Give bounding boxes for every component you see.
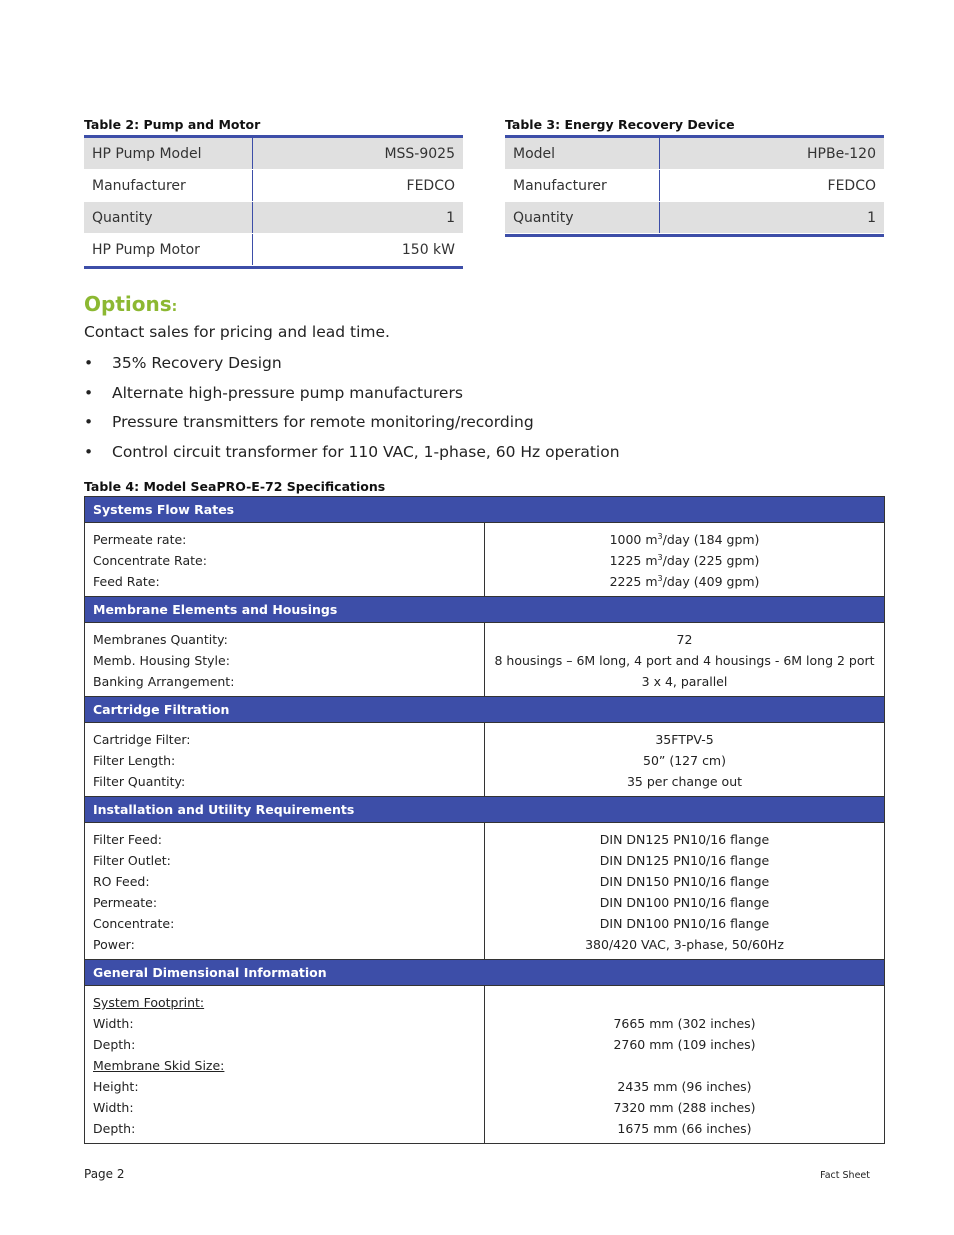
section-header-install: Installation and Utility Requirements xyxy=(85,797,885,823)
table-row xyxy=(84,138,463,170)
label: Concentrate Rate: xyxy=(93,553,207,568)
label: Width: xyxy=(93,1016,134,1031)
value: 7665 mm (302 inches) xyxy=(613,1016,756,1031)
value: 35 per change out xyxy=(626,774,743,789)
label-cell xyxy=(85,623,485,697)
energy-recovery-table xyxy=(505,135,884,237)
row-value: 1 xyxy=(253,202,464,234)
pump-motor-table xyxy=(84,135,463,269)
label: Filter Feed: xyxy=(93,832,162,847)
table2-caption: Table 2: Pump and Motor xyxy=(84,117,261,132)
table-row xyxy=(84,202,463,234)
label: Cartridge Filter: xyxy=(93,732,191,747)
value-cell xyxy=(485,823,885,960)
value: 2760 mm (109 inches) xyxy=(613,1037,756,1052)
value: 1225 $m^3$/day (225 gpm) xyxy=(609,552,760,568)
label: Memb. Housing Style: xyxy=(93,653,230,668)
label: RO Feed: xyxy=(93,874,150,889)
label-cell xyxy=(85,723,485,797)
section-header xyxy=(85,797,885,823)
label: Height: xyxy=(93,1079,139,1094)
label-cell xyxy=(85,823,485,960)
list-item: • Pressure transmitters for remote monitoring/recording xyxy=(84,412,784,442)
row-label: HP Pump Motor xyxy=(84,234,253,266)
value: 8 housings – 6M long, 4 port and 4 housings - 6M long 2 port xyxy=(494,653,875,668)
section-header-flow: Systems Flow Rates xyxy=(85,497,885,523)
label: Feed Rate: xyxy=(93,574,160,589)
table-row xyxy=(505,138,884,170)
row-label: HP Pump Model xyxy=(84,138,253,170)
table-row xyxy=(505,170,884,202)
section-header-dims: General Dimensional Information xyxy=(85,960,885,986)
value-cell xyxy=(485,986,885,1144)
table3-caption: Table 3: Energy Recovery Device xyxy=(505,117,735,132)
specifications-table xyxy=(84,496,885,1144)
row-value: FEDCO xyxy=(660,170,885,202)
value: DIN DN100 PN10/16 flange xyxy=(599,916,770,931)
section-header xyxy=(85,597,885,623)
section-header-membrane: Membrane Elements and Housings xyxy=(85,597,885,623)
label: Width: xyxy=(93,1100,134,1115)
table-row xyxy=(84,170,463,202)
options-colon: : xyxy=(171,299,178,315)
row-value: MSS-9025 xyxy=(253,138,464,170)
options-intro: Contact sales for pricing and lead time. xyxy=(84,323,390,341)
label-cell xyxy=(85,523,485,597)
label-cell xyxy=(85,986,485,1144)
table-row xyxy=(85,823,885,960)
table-row xyxy=(85,723,885,797)
list-item: • Alternate high-pressure pump manufacturers xyxy=(84,383,784,413)
table-row xyxy=(505,202,884,234)
row-label: Manufacturer xyxy=(84,170,253,202)
section-header-cartridge: Cartridge Filtration xyxy=(85,697,885,723)
row-value: 150 kW xyxy=(253,234,464,266)
label: Membranes Quantity: xyxy=(93,632,228,647)
section-header xyxy=(85,960,885,986)
document-type: Fact Sheet xyxy=(820,1170,870,1181)
list-item: • Control circuit transformer for 110 VAC, 1-phase, 60 Hz operation xyxy=(84,442,784,472)
label: Filter Outlet: xyxy=(93,853,171,868)
value: 1000 $m^3$/day (184 gpm) xyxy=(609,531,760,547)
value: 380/420 VAC, 3-phase, 50/60Hz xyxy=(585,937,784,952)
label: Banking Arrangement: xyxy=(93,674,235,689)
label: Filter Quantity: xyxy=(93,774,186,789)
table-row xyxy=(85,623,885,697)
table-row xyxy=(85,523,885,597)
label: Permeate rate: xyxy=(93,532,187,547)
value: 35FTPV-5 xyxy=(655,732,714,747)
section-header xyxy=(85,697,885,723)
value-cell xyxy=(485,723,885,797)
row-label: Quantity xyxy=(84,202,253,234)
row-value: 1 xyxy=(660,202,885,234)
value: DIN DN125 PN10/16 flange xyxy=(599,853,770,868)
row-value: FEDCO xyxy=(253,170,464,202)
label: Depth: xyxy=(93,1121,136,1136)
row-label: Manufacturer xyxy=(505,170,660,202)
list-item: • 35% Recovery Design xyxy=(84,353,784,383)
value: 2225 $m^3$/day (409 gpm) xyxy=(609,573,760,589)
skid-label: Membrane Skid Size: xyxy=(93,1058,225,1073)
row-label: Model xyxy=(505,138,660,170)
label: Power: xyxy=(93,937,135,952)
table4-caption: Table 4: Model SeaPRO-E-72 Specifications xyxy=(84,479,386,494)
label: Permeate: xyxy=(93,895,158,910)
page-number: Page 2 xyxy=(84,1167,125,1181)
value-cell xyxy=(485,623,885,697)
value: DIN DN100 PN10/16 flange xyxy=(599,895,770,910)
table-row xyxy=(85,986,885,1144)
table-row xyxy=(84,234,463,266)
label: Filter Length: xyxy=(93,753,176,768)
blank-line xyxy=(493,1055,876,1076)
options-title: Options xyxy=(84,292,172,316)
label: Depth: xyxy=(93,1037,136,1052)
row-label: Quantity xyxy=(505,202,660,234)
options-list xyxy=(84,353,784,471)
value: 72 xyxy=(676,632,693,647)
value: 50” (127 cm) xyxy=(643,753,726,768)
value: DIN DN125 PN10/16 flange xyxy=(599,832,770,847)
blank-line xyxy=(493,992,876,1013)
value: 2435 mm (96 inches) xyxy=(617,1079,752,1094)
value: DIN DN150 PN10/16 flange xyxy=(599,874,770,889)
section-header xyxy=(85,497,885,523)
value: 1675 mm (66 inches) xyxy=(617,1121,752,1136)
options-heading xyxy=(84,292,177,316)
footprint-label: System Footprint: xyxy=(93,995,205,1010)
value-cell xyxy=(485,523,885,597)
value: 7320 mm (288 inches) xyxy=(613,1100,756,1115)
row-value: HPBe-120 xyxy=(660,138,885,170)
value: 3 x 4, parallel xyxy=(641,674,728,689)
label: Concentrate: xyxy=(93,916,175,931)
